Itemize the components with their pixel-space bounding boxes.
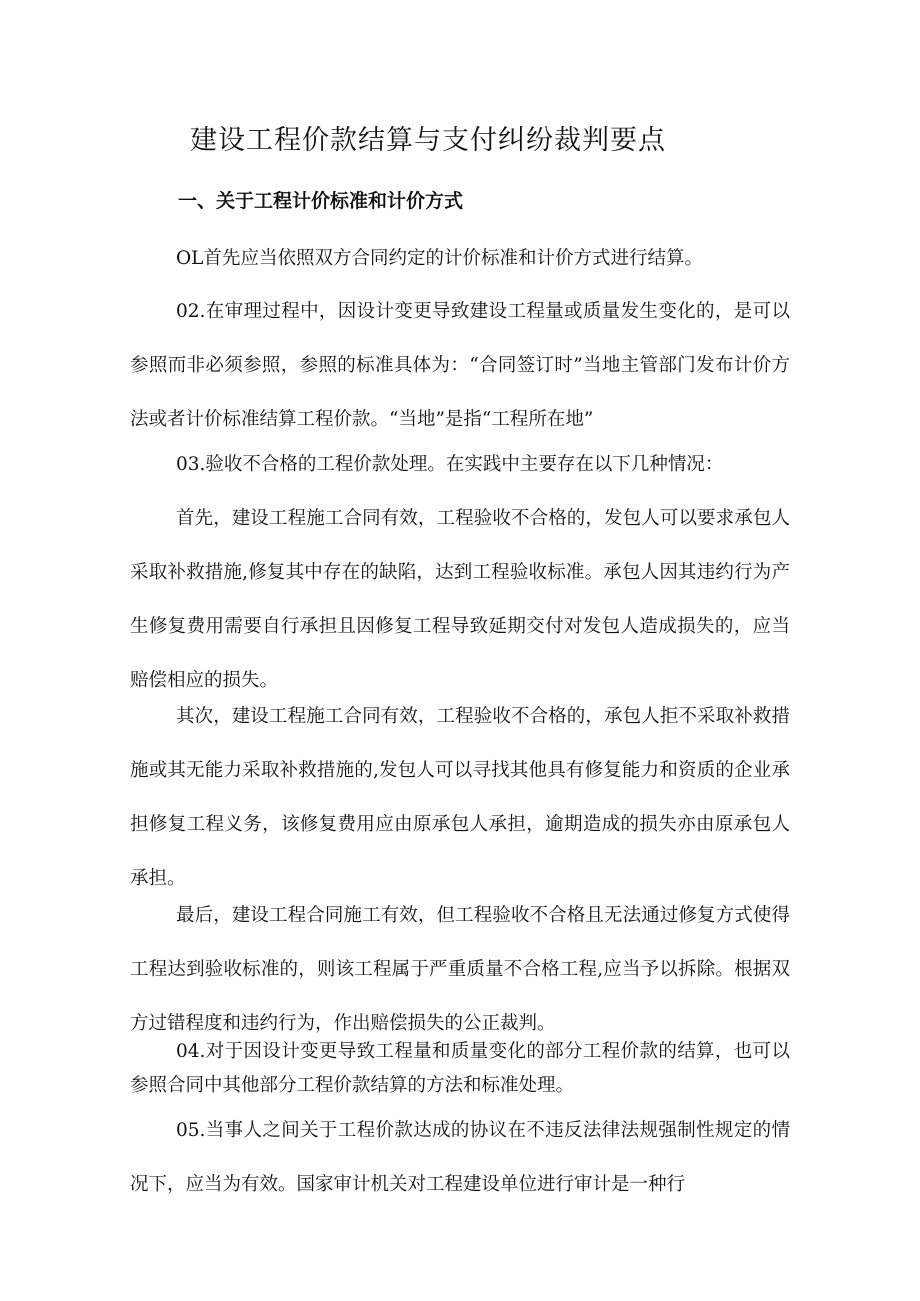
paragraph-02: 02.在审理过程中，因设计变更导致建设工程量或质量发生变化的，是可以参照而非必须参照，参照的标准具体为：“合同签订时”当地主管部门发布计价方法或者计价标准结算工程价款。“当地”是指“工程所在地” [130,301,790,430]
paragraph-04: 04.对于因设计变更导致工程量和质量变化的部分工程价款的结算，也可以参照合同中其他部分工程价款结算的方法和标准处理。 [130,1041,790,1096]
paragraph-second: 其次，建设工程施工合同有效，工程验收不合格的，承包人拒不采取补救措施或其无能力采取补救措施的,发包人可以寻找其他具有修复能力和资质的企业承担修复工程义务，该修复费用应由原承包人承担，逾期造成的损失亦由原承包人承担。 [130,706,790,889]
paragraph-last: 最后，建设工程合同施工有效，但工程验收不合格且无法通过修复方式使得工程达到验收标准的，则该工程属于严重质量不合格工程,应当予以拆除。根据双方过错程度和违约行为，作出赔偿损失的公正裁判。 [130,905,790,1034]
paragraph-05: 05.当事人之间关于工程价款达成的协议在不违反法律法规强制性规定的情况下，应当为有效。国家审计机关对工程建设单位进行审计是一种行 [130,1120,790,1195]
document-title: 建设工程价款结算与支付纠纷裁判要点 [190,125,666,156]
paragraph-first: 首先，建设工程施工合同有效，工程验收不合格的，发包人可以要求承包人采取补救措施,修复其中存在的缺陷，达到工程验收标准。承包人因其违约行为产生修复费用需要自行承担且因修复工程导致延期交付对发包人造成损失的，应当赔偿相应的损失。 [130,508,790,691]
paragraph-03: 03.验收不合格的工程价款处理。在实践中主要存在以下几种情况： [176,454,724,475]
section-heading: 一、关于工程计价标准和计价方式 [178,190,464,212]
paragraph-01: OL首先应当依照双方合同约定的计价标准和计价方式进行结算。 [176,248,703,269]
